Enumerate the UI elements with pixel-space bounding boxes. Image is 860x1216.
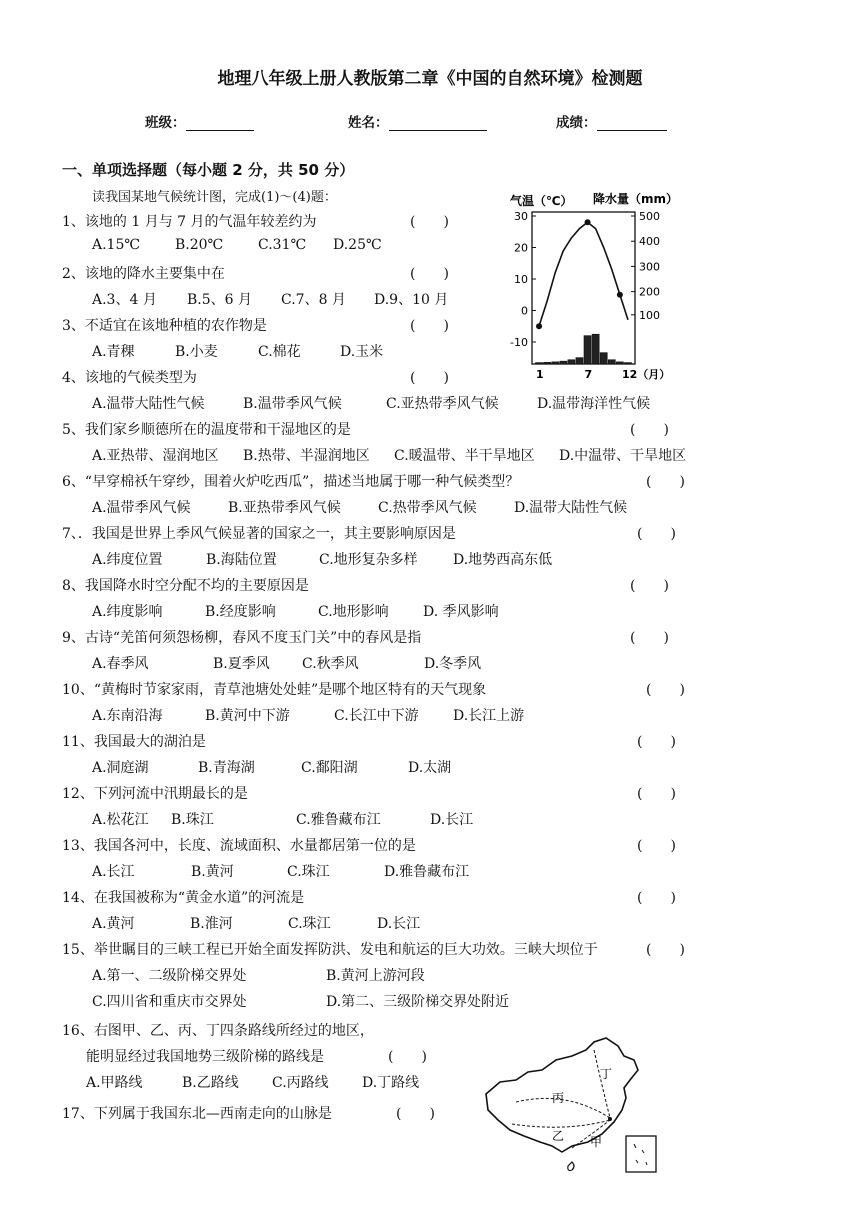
route-c-label: 丙 — [552, 1091, 565, 1105]
route-d-label: 丁 — [600, 1067, 613, 1081]
answer-parentheses[interactable]: ( ) — [388, 1049, 427, 1065]
left-tick-label: 10 — [514, 273, 528, 286]
answer-option[interactable]: A.青稞 — [92, 344, 135, 360]
answer-option[interactable]: C.31℃ — [258, 237, 307, 253]
answer-option[interactable]: A.春季风 — [92, 656, 149, 672]
temperature-point — [585, 219, 591, 225]
answer-option[interactable]: C.地形影响 — [318, 604, 389, 620]
right-tick-label: 300 — [639, 260, 660, 274]
question-stem: 15、举世瞩目的三峡工程已开始全面发挥防洪、发电和航运的巨大功效。三峡大坝位于 — [62, 942, 598, 958]
question-stem: 17、下列属于我国东北—西南走向的山脉是 — [62, 1106, 332, 1122]
left-tick-label: 30 — [514, 210, 528, 223]
answer-option[interactable]: C.珠江 — [288, 916, 331, 932]
answer-option[interactable]: A.东南沿海 — [92, 708, 163, 724]
answer-option[interactable]: B.淮河 — [190, 916, 233, 932]
question-stem: 6、“早穿棉袄午穿纱，围着火炉吃西瓜”，描述当地属于哪一种气候类型？ — [62, 474, 520, 490]
answer-option[interactable]: B.黄河上游河段 — [326, 968, 425, 984]
route-a-label: 甲 — [590, 1135, 603, 1149]
answer-option[interactable]: D.第二、三级阶梯交界处附近 — [326, 994, 510, 1010]
score-field — [556, 111, 667, 131]
answer-parentheses[interactable]: ( ) — [637, 786, 676, 802]
answer-option[interactable]: A.15℃ — [92, 237, 141, 253]
answer-parentheses[interactable]: ( ) — [637, 890, 676, 906]
answer-parentheses[interactable]: ( ) — [410, 318, 449, 334]
answer-option[interactable]: B.经度影响 — [205, 604, 276, 620]
answer-option[interactable]: B.黄河 — [191, 864, 234, 880]
left-tick-label: 0 — [521, 304, 528, 318]
route-b-line — [512, 1120, 610, 1127]
answer-option[interactable]: C.长江中下游 — [334, 708, 419, 724]
answer-option[interactable]: B.20℃ — [175, 237, 224, 253]
precip-bar — [600, 353, 607, 364]
question-stem: 12、下列河流中汛期最长的是 — [62, 786, 248, 802]
answer-option[interactable]: D.长江 — [377, 916, 421, 932]
answer-parentheses[interactable]: ( ) — [646, 942, 685, 958]
x-tick-label: 1 — [536, 368, 544, 381]
answer-option[interactable]: B.亚热带季风气候 — [228, 500, 341, 516]
answer-option[interactable]: C.丙路线 — [272, 1075, 329, 1091]
precip-bar — [544, 362, 551, 364]
precip-bar — [552, 362, 559, 364]
page-title: 地理八年级上册人教版第二章《中国的自然环境》检测题 — [217, 69, 643, 89]
answer-option[interactable]: D.地势西高东低 — [453, 552, 553, 568]
temperature-point — [536, 323, 542, 329]
answer-option[interactable]: D.丁路线 — [362, 1075, 420, 1091]
x-axis-ticks — [536, 368, 670, 381]
answer-option[interactable]: B.夏季风 — [213, 656, 270, 672]
route-b-label: 乙 — [552, 1129, 565, 1143]
precip-bar — [608, 360, 615, 364]
answer-option[interactable]: C.亚热带季风气候 — [386, 396, 499, 412]
precip-bar — [616, 362, 623, 364]
precip-bar — [568, 360, 575, 364]
question-stem: 11、我国最大的湖泊是 — [62, 734, 206, 750]
answer-parentheses[interactable]: ( ) — [630, 630, 669, 646]
answer-option[interactable]: D. 季风影响 — [423, 604, 499, 620]
china-route-map — [476, 1036, 666, 1176]
answer-option[interactable]: D.9、10 月 — [374, 292, 449, 308]
question-stem: 3、不适宜在该地种植的农作物是 — [62, 318, 267, 334]
answer-parentheses[interactable]: ( ) — [410, 214, 449, 230]
precip-bar — [592, 334, 599, 364]
answer-option[interactable]: A.长江 — [92, 864, 135, 880]
chart-ylabel-right: 降水量（mm） — [593, 192, 678, 206]
name-label: 姓名： — [348, 115, 389, 131]
question-stem: 9、古诗“羌笛何须怨杨柳，春风不度玉门关”中的春风是指 — [62, 630, 422, 646]
answer-parentheses[interactable]: ( ) — [410, 370, 449, 386]
hainan-island — [568, 1162, 574, 1171]
name-field — [348, 111, 487, 131]
score-blank[interactable] — [597, 116, 667, 131]
answer-option[interactable]: C.秋季风 — [302, 656, 359, 672]
answer-option[interactable]: A.松花江 — [92, 812, 149, 828]
answer-option[interactable]: B.海陆位置 — [206, 552, 277, 568]
answer-option[interactable]: A.黄河 — [92, 916, 135, 932]
answer-option[interactable]: C.珠江 — [287, 864, 330, 880]
question-stem: 10、“黄梅时节家家雨，青草池塘处处蛙”是哪个地区特有的天气现象 — [62, 682, 487, 698]
answer-option[interactable]: D.太湖 — [408, 760, 452, 776]
left-tick-label: 20 — [514, 241, 528, 255]
precip-bar — [624, 363, 631, 364]
temperature-curve — [539, 222, 628, 326]
question-stem: 14、在我国被称为“黄金水道”的河流是 — [62, 890, 305, 906]
right-tick-label: 100 — [639, 308, 660, 322]
question-stem: 1、该地的 1 月与 7 月的气温年较差约为 — [62, 214, 317, 230]
question-stem: 13、我国各河中，长度、流域面积、水量都居第一位的是 — [62, 838, 416, 854]
class-label: 班级： — [145, 115, 186, 131]
answer-option[interactable]: B.乙路线 — [182, 1075, 239, 1091]
question-stem: 7、．我国是世界上季风气候显著的国家之一，其主要影响原因是 — [62, 526, 456, 542]
class-blank[interactable] — [186, 116, 254, 131]
answer-parentheses[interactable]: ( ) — [646, 474, 685, 490]
x-tick-label: 12（月） — [621, 368, 671, 381]
answer-option[interactable]: B.温带季风气候 — [243, 396, 342, 412]
question-stem-continued: 能明显经过我国地势三级阶梯的路线是 — [86, 1049, 324, 1065]
answer-option[interactable]: D.中温带、干旱地区 — [559, 448, 687, 464]
route-d-line — [594, 1050, 613, 1118]
right-tick-label: 500 — [639, 210, 660, 223]
answer-parentheses[interactable]: ( ) — [637, 526, 676, 542]
answer-option[interactable]: C.热带季风气候 — [378, 500, 477, 516]
question-stem: 16、右图甲、乙、丙、丁四条路线所经过的地区， — [62, 1023, 374, 1039]
intro-text: 读我国某地气候统计图，完成(1)～(4)题： — [92, 190, 337, 205]
precip-bar — [560, 361, 567, 364]
answer-option[interactable]: D.长江上游 — [453, 708, 525, 724]
answer-option[interactable]: A.亚热带、湿润地区 — [92, 448, 219, 464]
right-tick-label: 400 — [639, 235, 660, 249]
answer-option[interactable]: D.温带大陆性气候 — [514, 500, 628, 516]
answer-option[interactable]: D.雅鲁藏布江 — [384, 864, 470, 880]
precip-bar — [536, 363, 543, 364]
temperature-point — [617, 292, 623, 298]
precip-bar — [584, 336, 591, 364]
climate-chart — [498, 186, 678, 386]
answer-option[interactable]: C.雅鲁藏布江 — [296, 812, 381, 828]
answer-option[interactable]: A.甲路线 — [86, 1075, 143, 1091]
answer-parentheses[interactable]: ( ) — [637, 734, 676, 750]
answer-option[interactable]: B.热带、半湿润地区 — [243, 448, 370, 464]
south-sea-islands — [634, 1144, 647, 1165]
route-endpoint — [608, 1117, 612, 1121]
answer-option[interactable]: B.黄河中下游 — [205, 708, 290, 724]
answer-option[interactable]: B.珠江 — [171, 812, 214, 828]
answer-option[interactable]: B.小麦 — [175, 344, 218, 360]
question-stem: 8、我国降水时空分配不均的主要原因是 — [62, 578, 309, 594]
south-sea-inset — [626, 1136, 656, 1172]
x-tick-label: 7 — [584, 368, 593, 381]
precipitation-bars — [536, 334, 632, 364]
answer-option[interactable]: C.棉花 — [258, 344, 301, 360]
precip-bar — [576, 358, 583, 364]
answer-option[interactable]: A.温带大陆性气候 — [92, 396, 205, 412]
right-tick-label: 200 — [639, 285, 660, 299]
answer-option[interactable]: B.5、6 月 — [187, 292, 253, 308]
answer-parentheses[interactable]: ( ) — [396, 1106, 435, 1122]
answer-parentheses[interactable]: ( ) — [630, 422, 669, 438]
answer-parentheses[interactable]: ( ) — [637, 838, 676, 854]
section-heading: 一、单项选择题（每小题 2 分，共 50 分） — [62, 161, 355, 179]
chart-frame — [532, 212, 635, 364]
answer-option[interactable]: A.纬度影响 — [92, 604, 163, 620]
answer-option[interactable]: C.鄱阳湖 — [301, 760, 358, 776]
score-label: 成绩： — [556, 115, 597, 131]
answer-option[interactable]: C.7、8 月 — [281, 292, 346, 308]
answer-option[interactable]: D.温带海洋性气候 — [537, 396, 651, 412]
answer-option[interactable]: D.玉米 — [340, 344, 384, 360]
question-stem: 4、该地的气候类型为 — [62, 370, 197, 386]
answer-option[interactable]: A.第一、二级阶梯交界处 — [92, 968, 247, 984]
answer-option[interactable]: A.3、4 月 — [92, 292, 157, 308]
answer-option[interactable]: D.25℃ — [333, 237, 382, 253]
answer-option[interactable]: D.冬季风 — [424, 656, 482, 672]
answer-parentheses[interactable]: ( ) — [630, 578, 669, 594]
temperature-points — [536, 219, 623, 329]
left-tick-label: -10 — [510, 336, 528, 349]
class-field — [145, 111, 254, 131]
answer-option[interactable]: A.温带季风气候 — [92, 500, 191, 516]
answer-parentheses[interactable]: ( ) — [646, 682, 685, 698]
answer-option[interactable]: D.长江 — [430, 812, 474, 828]
answer-option[interactable]: A.洞庭湖 — [92, 760, 149, 776]
answer-option[interactable]: C.暖温带、半干旱地区 — [394, 448, 535, 464]
answer-option[interactable]: C.地形复杂多样 — [319, 552, 418, 568]
answer-option[interactable]: B.青海湖 — [198, 760, 255, 776]
question-stem: 5、我们家乡顺德所在的温度带和干湿地区的是 — [62, 422, 351, 438]
answer-option[interactable]: A.纬度位置 — [92, 552, 163, 568]
question-stem: 2、该地的降水主要集中在 — [62, 266, 225, 282]
answer-parentheses[interactable]: ( ) — [410, 266, 449, 282]
chart-ylabel-left: 气温（℃） — [510, 194, 573, 208]
answer-option[interactable]: C.四川省和重庆市交界处 — [92, 994, 247, 1010]
name-blank[interactable] — [389, 116, 487, 131]
